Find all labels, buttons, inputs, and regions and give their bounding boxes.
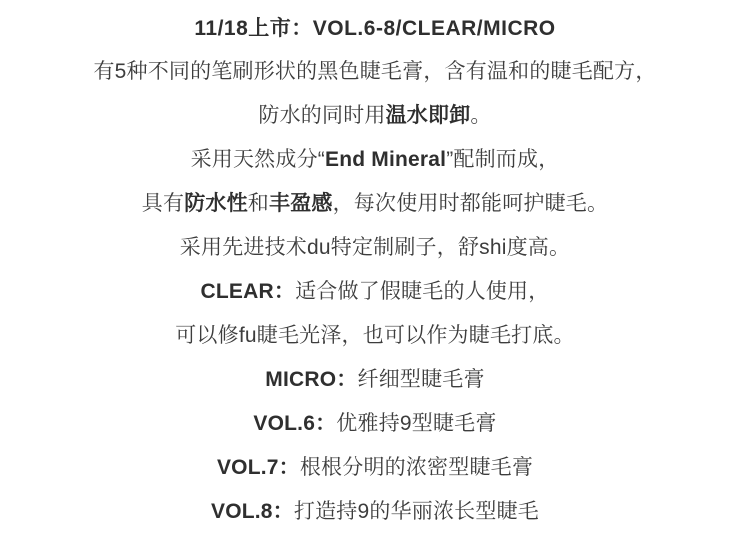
line-7: [30, 314, 720, 358]
line-9: [30, 402, 720, 446]
description-body: [30, 50, 720, 534]
line-11: [30, 490, 720, 534]
emphasis-text: VOL.8：: [211, 500, 294, 523]
body-text: 有5种不同的笔刷形状的黑色睫毛膏，含有温和的睫毛配方，: [93, 60, 657, 83]
body-text: 可以修fu睫毛光泽，也可以作为睫毛打底。: [175, 324, 575, 347]
emphasis-text: 温水即卸: [385, 104, 471, 127]
body-text: 根根分明的浓密型睫毛膏: [299, 456, 534, 479]
body-text: 采用天然成分“: [190, 148, 325, 171]
body-text: 适合做了假睫毛的人使用，: [295, 280, 550, 303]
emphasis-text: 防水性: [184, 192, 248, 215]
emphasis-text: VOL.6：: [253, 412, 337, 435]
body-text: 具有: [141, 192, 185, 215]
emphasis-text: End Mineral: [324, 148, 447, 171]
line-5: [30, 226, 720, 270]
line-1: [30, 50, 720, 94]
page-title: 11/18上市：VOL.6-8/CLEAR/MICRO: [194, 17, 556, 40]
emphasis-text: CLEAR：: [200, 280, 296, 303]
line-10: [30, 446, 720, 490]
body-text: ，每次使用时都能呵护睫毛。: [332, 192, 609, 215]
line-6: [30, 270, 720, 314]
body-text: 纤细型睫毛膏: [357, 368, 485, 391]
emphasis-text: VOL.7：: [216, 456, 300, 479]
emphasis-text: MICRO：: [265, 368, 358, 391]
line-8: [30, 358, 720, 402]
body-text: ”配制而成，: [446, 148, 560, 171]
line-4: [30, 182, 720, 226]
body-text: 。: [470, 104, 492, 127]
body-text: 和: [247, 192, 269, 215]
body-text: 打造持9的华丽浓长型睫毛: [293, 500, 539, 523]
emphasis-text: 丰盈感: [269, 192, 333, 215]
body-text: 采用先进技术du特定制刷子，舒shi度高。: [179, 236, 571, 259]
line-2: [30, 94, 720, 138]
line-3: [30, 138, 720, 182]
body-text: 优雅持9型睫毛膏: [336, 412, 497, 435]
body-text: 防水的同时用: [258, 104, 386, 127]
